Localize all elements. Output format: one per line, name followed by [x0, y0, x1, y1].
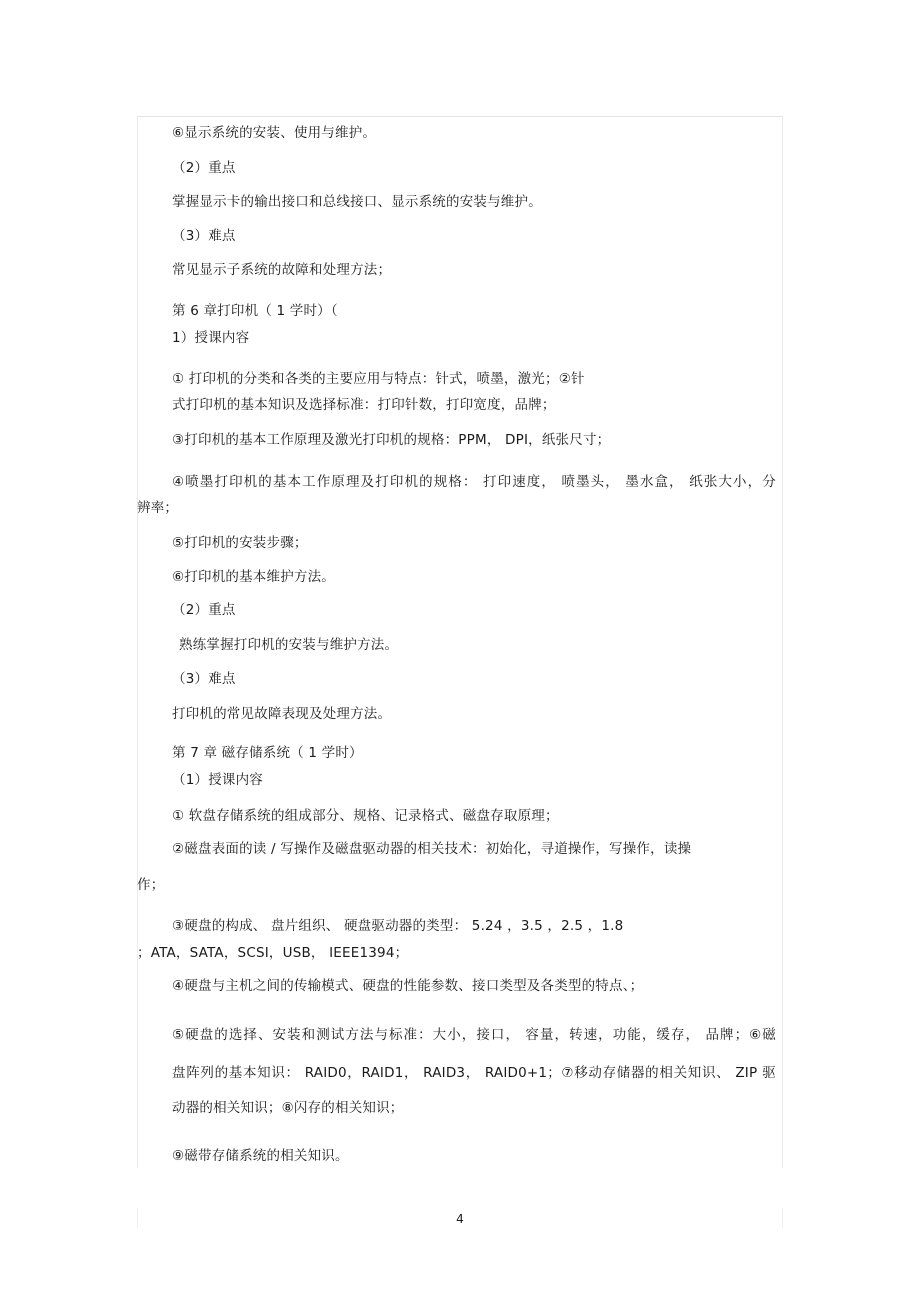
text-line: 作； — [137, 877, 165, 893]
text-line: ⑥显示系统的安装、使用与维护。 — [172, 125, 377, 141]
section-heading: （2）重点 — [172, 602, 236, 618]
text-line: ⑥打印机的基本维护方法。 — [172, 569, 336, 585]
chapter-heading: 第 7 章 磁存储系统（ 1 学时） — [172, 745, 363, 761]
page-frame-right — [782, 116, 783, 1168]
text-line: 打印机的常见故障表现及处理方法。 — [172, 706, 392, 722]
text-line: ②磁盘表面的读 / 写操作及磁盘驱动器的相关技术：初始化，寻道操作，写操作，读操 — [172, 841, 692, 857]
footer-frame-right — [782, 1208, 783, 1228]
section-heading: （1）授课内容 — [172, 772, 263, 788]
text-line: ⑤硬盘的选择、安装和测试方法与标准：大小，接口， 容量，转速，功能，缓存， 品牌；⑥磁 — [172, 1027, 776, 1043]
section-heading: （2）重点 — [172, 160, 236, 176]
text-line: 式打印机的基本知识及选择标准：打印针数，打印宽度，品牌； — [172, 397, 556, 413]
page-frame-left — [137, 116, 138, 1168]
text-line: 动器的相关知识；⑧闪存的相关知识； — [172, 1100, 404, 1116]
section-heading: 1）授课内容 — [172, 330, 250, 346]
text-line: 辨率； — [137, 500, 179, 516]
text-line: ① 软盘存储系统的组成部分、规格、记录格式、磁盘存取原理； — [172, 808, 559, 824]
page-number: 4 — [456, 1212, 464, 1226]
text-line: ④硬盘与主机之间的传输模式、硬盘的性能参数、接口类型及各类型的特点、； — [172, 978, 644, 994]
section-heading: （3）难点 — [172, 671, 236, 687]
text-line: 盘阵列的基本知识： RAID0，RAID1， RAID3， RAID0+1；⑦移动存储器的相关知识、 ZIP 驱 — [172, 1065, 776, 1081]
text-line: ⑨磁带存储系统的相关知识。 — [172, 1148, 349, 1164]
text-line: 常见显示子系统的故障和处理方法； — [172, 262, 392, 278]
text-line: 掌握显示卡的输出接口和总线接口、显示系统的安装与维护。 — [172, 194, 542, 210]
text-line: ③打印机的基本工作原理及激光打印机的规格：PPM， DPI，纸张尺寸； — [172, 432, 611, 448]
text-line: ① 打印机的分类和各类的主要应用与特点：针式，喷墨，激光；②针 — [172, 371, 585, 387]
text-line: 熟练掌握打印机的安装与维护方法。 — [179, 637, 399, 653]
text-line: ③硬盘的构成、 盘片组织、 硬盘驱动器的类型： 5.24 ，3.5 ，2.5 ，1.8 — [172, 918, 624, 934]
text-line: ④喷墨打印机的基本工作原理及打印机的规格： 打印速度， 喷墨头， 墨水盒， 纸张大小，分 — [172, 474, 776, 490]
text-line: ⑤打印机的安装步骤； — [172, 535, 308, 551]
footer-frame-left — [137, 1208, 138, 1228]
text-line: ；ATA，SATA，SCSI，USB， IEEE1394； — [137, 945, 409, 961]
page-frame-top — [137, 116, 783, 117]
section-heading: （3）难点 — [172, 228, 236, 244]
chapter-heading: 第 6 章打印机（ 1 学时）（ — [172, 303, 338, 319]
